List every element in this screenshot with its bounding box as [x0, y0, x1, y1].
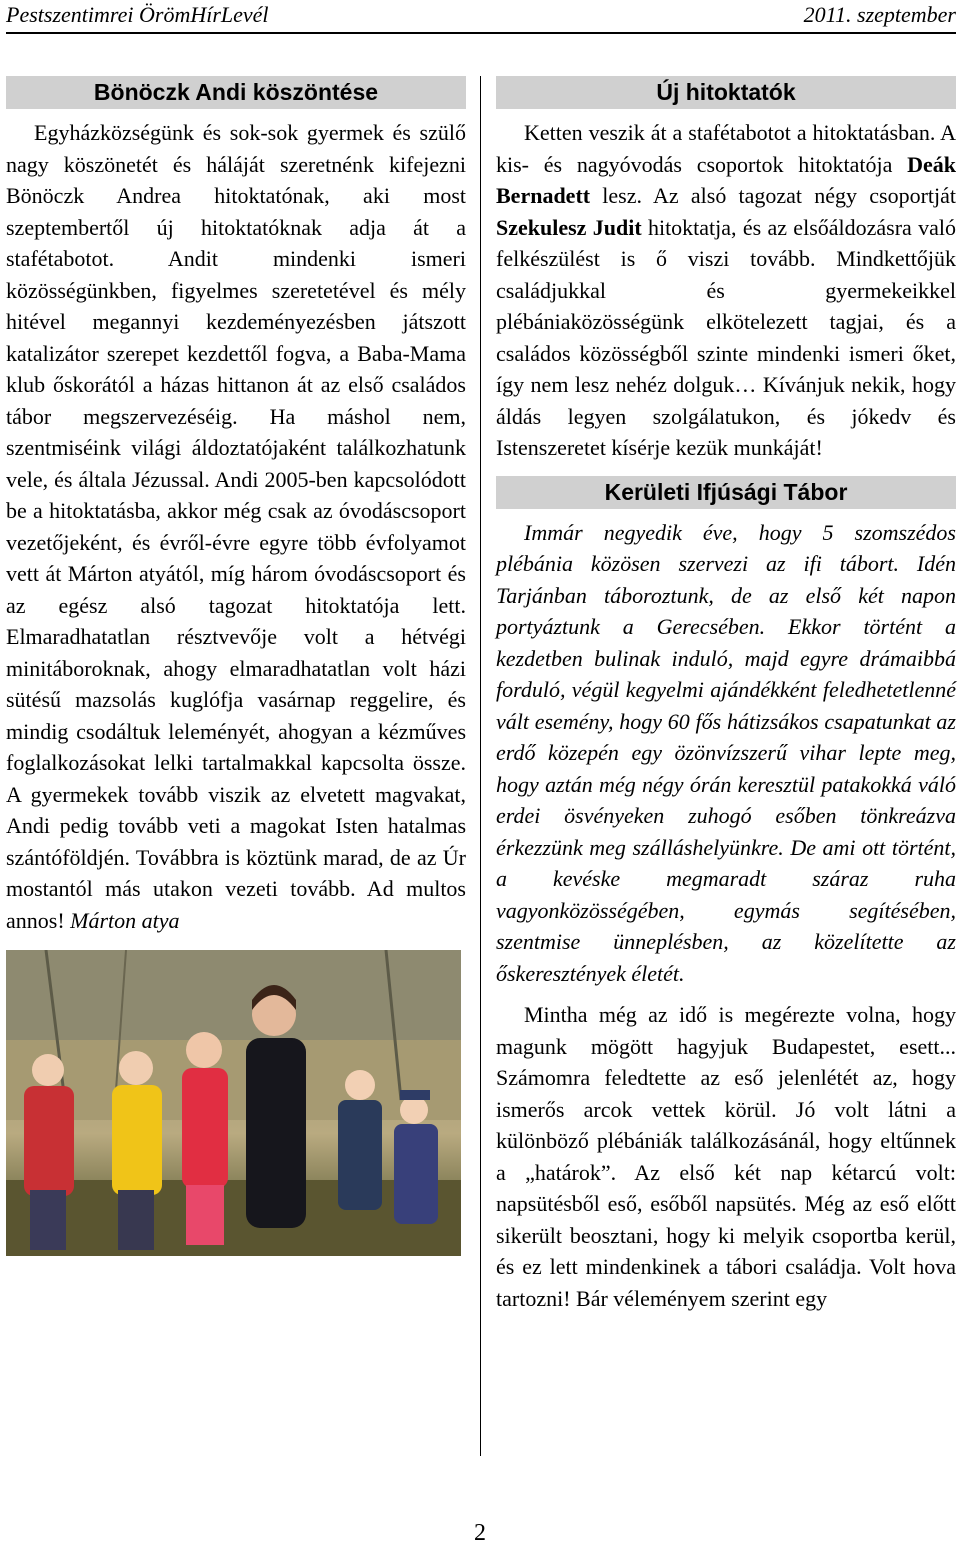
publication-title: Pestszentimrei ÖrömHírLevél	[6, 2, 269, 27]
article-text: Egyházközségünk és sok-sok gyermek és szülő nagy köszönetét és háláját szeretnénk kifejezni Bönöczk Andrea hitoktatónak, aki most szeptembertől új hitoktatóknak adja át a stafétabotot. Andit mindenki ismeri közösségünkben, figyelmes szeretetével és mély hitével megannyi kezdeményezésben játszott katalizátor szerepet kezdettől fogva, a Baba-Mama klub őskorától a házas hittanon át az első családos tábor megszervezéséig. Ha máshol nem, szentmiséink világi áldoztatójaként találkozhatunk vele, és általa Jézussal. Andi 2005-ben kapcsolódott be a hitoktatásba, akkor még csak az óvodáscsoport vezetőjeként, és évről-évre egyre több évfolyamot vett át Márton atyától, míg három óvodáscsoport és az egész alsó tagozat hitoktatója lett. Elmaradhatatlan résztvevője volt a hétvégi minitáboroknak, ahogy elmaradhatatlan volt házi sütésű mazsolás kuglófja vasárnap reggelire, és mindig csodáltuk leleményét, ahogyan a kézműves foglalkozásokat lelki tartalmakkal kapcsolta össze. A gyermekek tovább viszik az elvetett magvakat, Andi pedig tovább veti a magokat Isten hatalmas szántóföldjén. Továbbra is köztünk marad, de az Úr mostantól más utakon vezeti tovább. Ad multos annos!	[6, 120, 466, 933]
section-title-new-teachers: Új hitoktatók	[496, 76, 956, 109]
youth-camp-paragraph: Mintha még az idő is megérezte volna, hogy magunk mögött hagyjuk Budapestet, esett... Számomra feledtette az eső jelenlétét az, hogy ismerős arcok vettek körül. Jó volt látni a különböző plébániák találkozásánál, hogy eltűnnek a „határok”. Az első két nap kétarcú volt: napsütésből eső, esőből napsütés. Még az eső előtt sikerült beosztani, hogy ki melyik csoportba kerül, és ez lett mindenkinek a tábori családja. Volt hova tartozni! Bár véleményem szerint egy	[496, 1002, 956, 1311]
teacher-name-2: Szekulesz Judit	[496, 214, 642, 240]
teacher-name-1: Deák Bernadett	[496, 151, 956, 208]
new-teachers-paragraph	[496, 117, 956, 464]
issue-date: 2011. szeptember	[803, 2, 956, 27]
group-photo	[6, 950, 461, 1256]
signature: Márton atya	[70, 907, 180, 933]
text-run: lesz. Az alsó tagozat négy csoportját	[590, 183, 956, 208]
right-column	[496, 76, 956, 1314]
group-photo-illustration	[6, 950, 461, 1256]
youth-camp-intro: Immár negyedik éve, hogy 5 szomszédos plébánia közösen szervezi az ifi tábort. Idén Tarjánban táboroztunk, de az első két napon portyáztunk a Gerecsében. Ekkor történt a kezdetben bulinak induló, majd egyre drámaibbá forduló, végül kegyelmi ajándékként feledhetetlenné vált esemény, hogy 60 fős hátizsákos csapatunkat az erdő közepén egy özönvízszerű vihar lepte meg, hogy aztán még négy órán keresztül patakokká váló erdei ösvényeken zuhogó esőben tönkreázva érkezzünk meg szálláshelyünkre. De ami ott történt, a kevéske megmaradt száraz ruha vagyonközösségében, egymás segítésében, szentmise ünneplésben, az közelítette az őskeresztények életét.	[496, 519, 956, 986]
text-run: hitoktatja, és az elsőáldozásra való felkészülést is ő viszi tovább. Mindkettőjük családjukkal és gyermekeikkel plébániaközösségünk elkötelezett tagjai, és a családos közösségből szinte mindenki ismeri őket, így nem lesz nehéz dolguk… Kívánjuk nekik, hogy áldás legyen szolgálatukon, és jókedv és Istenszeretet kísérje kezük munkáját!	[496, 214, 956, 460]
article-body	[6, 117, 466, 936]
page-header	[6, 0, 956, 34]
column-divider	[480, 76, 481, 1456]
text-run: Ketten veszik át a stafétabotot a hitoktatásban. A kis- és nagyóvodás csoportok hitoktatója	[496, 120, 956, 177]
section-title-bonoczk: Bönöczk Andi köszöntése	[6, 76, 466, 109]
page-number: 2	[474, 1520, 486, 1546]
section-title-youth-camp: Kerületi Ifjúsági Tábor	[496, 476, 956, 509]
left-column	[6, 76, 466, 1256]
